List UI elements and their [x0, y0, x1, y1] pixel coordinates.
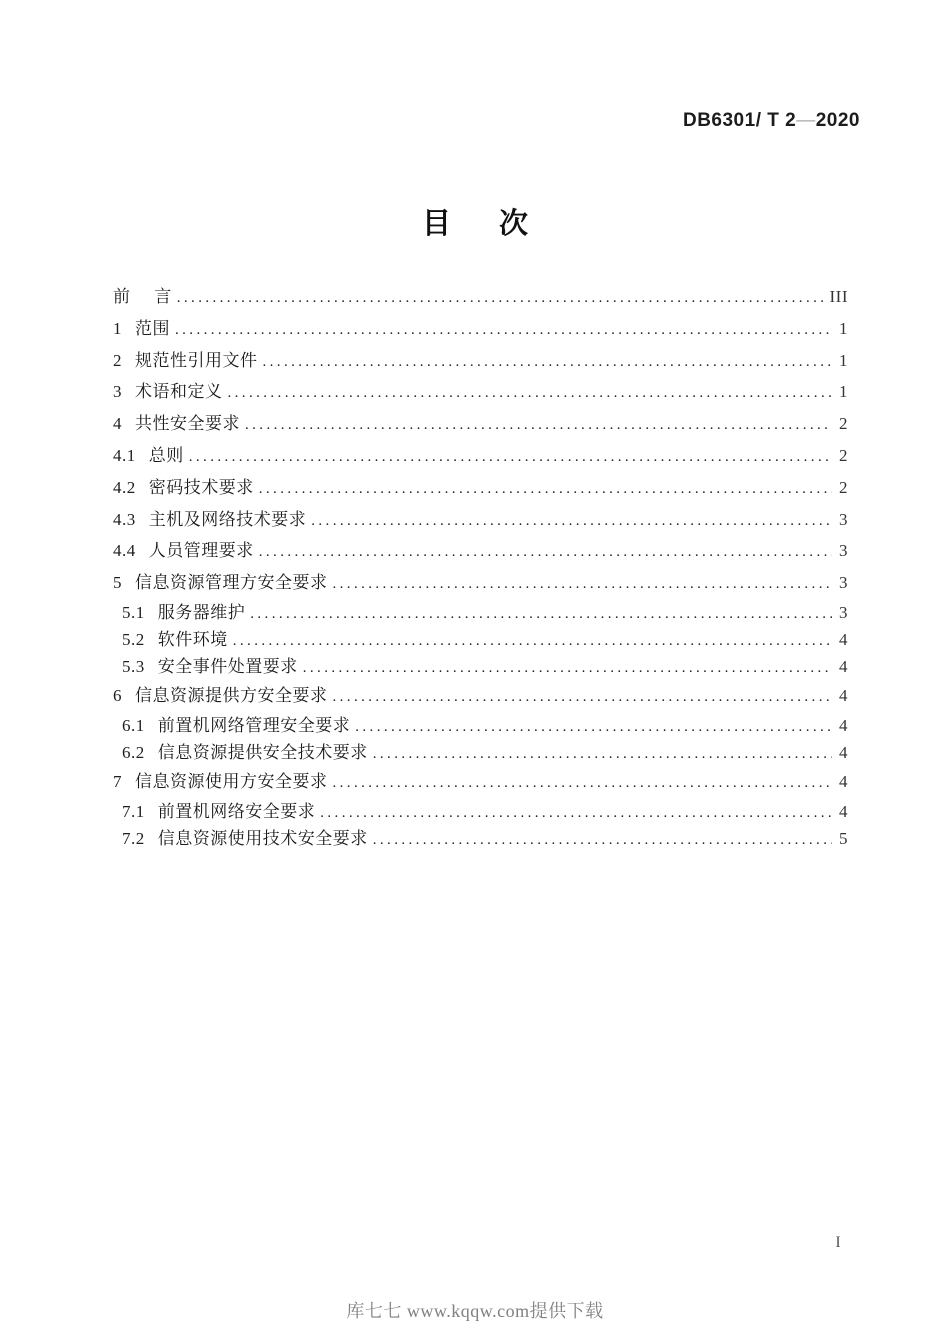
toc-entry-page: 3 [839, 573, 848, 593]
dot-leader [311, 504, 832, 538]
toc-entry-title: 信息资源管理方安全要求 [135, 573, 328, 593]
toc-entry-number: 4.2 [113, 477, 136, 497]
doc-code-year: 2020 [815, 110, 860, 131]
toc-entry-title: 人员管理要求 [148, 541, 254, 561]
toc-entry-number: 6.1 [122, 715, 145, 735]
toc-row [113, 739, 848, 766]
toc-row [113, 766, 848, 798]
dot-leader [355, 712, 832, 741]
toc-row [113, 680, 848, 712]
toc-entry-page: 3 [839, 541, 848, 561]
page-title: 目 次 [421, 208, 529, 240]
toc-row [113, 535, 848, 567]
watermark: 库七七 www.kqqw.com提供下载 [346, 1301, 604, 1321]
toc-entry-page: 2 [839, 414, 848, 434]
toc-list [113, 281, 848, 852]
toc-entry-page: 4 [839, 742, 848, 762]
toc-entry-title: 范围 [135, 318, 170, 338]
toc-entry-title: 信息资源使用技术安全要求 [157, 828, 368, 848]
toc-row [113, 504, 848, 536]
toc-row [113, 313, 848, 345]
toc-entry-number: 3 [113, 382, 122, 402]
toc-entry-page: 5 [839, 828, 848, 848]
toc-row [113, 712, 848, 739]
toc-row [113, 345, 848, 377]
toc-row [113, 472, 848, 504]
toc-entry-number: 7.1 [122, 801, 145, 821]
toc-entry-page: III [829, 287, 848, 306]
dot-leader [373, 825, 832, 854]
toc-entry-page: 3 [839, 509, 848, 529]
dot-leader [259, 535, 832, 569]
toc-entry-title: 前置机网络管理安全要求 [157, 715, 351, 735]
toc-entry-page: 4 [839, 771, 848, 791]
toc-entry-page: 3 [839, 602, 848, 622]
toc-entry-number: 2 [113, 350, 122, 370]
toc-entry-page: 4 [839, 629, 848, 649]
toc-entry-number: 4.1 [113, 445, 136, 465]
dot-leader [333, 766, 833, 800]
toc-entry-title: 共性安全要求 [135, 414, 240, 434]
dot-leader [320, 798, 832, 827]
toc-entry-number: 5.2 [122, 629, 145, 649]
toc-entry-page: 4 [839, 656, 848, 676]
toc-entry-title: 服务器维护 [157, 602, 246, 622]
toc-entry-title: 信息资源使用方安全要求 [135, 771, 328, 791]
dot-leader [233, 626, 832, 655]
toc-entry-number: 7 [113, 771, 122, 791]
dot-leader [333, 567, 833, 601]
toc-entry-page: 4 [839, 685, 848, 705]
toc-entry-title: 信息资源提供安全技术要求 [157, 742, 368, 762]
toc-entry-title: 前置机网络安全要求 [157, 801, 316, 821]
dot-leader [333, 680, 833, 714]
toc-entry-number: 6.2 [122, 742, 145, 762]
toc-entry-title: 规范性引用文件 [135, 350, 258, 370]
toc-entry-number: 5 [113, 573, 122, 593]
toc-entry-number: 4.4 [113, 541, 136, 561]
dot-leader [263, 345, 833, 379]
toc-entry-number: 6 [113, 685, 122, 705]
toc-entry-title: 安全事件处置要求 [157, 656, 298, 676]
toc-entry-page: 4 [839, 715, 848, 735]
toc-entry-title: 总则 [148, 445, 184, 465]
toc-row [113, 798, 848, 825]
toc-row [113, 626, 848, 653]
page-number: I [835, 1234, 841, 1251]
toc-entry-number: 1 [113, 318, 122, 338]
toc-row [113, 653, 848, 680]
toc-entry-page: 1 [839, 318, 848, 338]
dot-leader [303, 653, 832, 682]
toc-entry-page: 1 [839, 382, 848, 402]
toc-entry-title: 术语和定义 [135, 382, 223, 402]
toc-entry-page: 1 [839, 350, 848, 370]
toc-entry-page: 4 [839, 801, 848, 821]
dot-leader [189, 440, 832, 474]
toc-row [113, 599, 848, 626]
doc-code [683, 110, 860, 132]
toc-entry-title: 主机及网络技术要求 [148, 509, 307, 529]
toc-entry-title: 密码技术要求 [148, 477, 254, 497]
doc-code-dash: — [796, 110, 816, 131]
toc-row [113, 408, 848, 440]
toc-row [113, 376, 848, 408]
toc-entry-page: 2 [839, 477, 848, 497]
dot-leader [177, 281, 823, 315]
toc-row [113, 440, 848, 472]
toc-row [113, 567, 848, 599]
dot-leader [259, 472, 832, 506]
toc-entry-title: 信息资源提供方安全要求 [135, 685, 328, 705]
dot-leader [175, 313, 832, 347]
toc-entry-number: 7.2 [122, 828, 145, 848]
dot-leader [245, 408, 832, 442]
toc-entry-number: 5.1 [122, 602, 145, 622]
doc-code-prefix: DB6301/ T 2 [682, 110, 797, 131]
toc-entry-number: 4 [113, 414, 122, 434]
toc-row [113, 281, 848, 313]
toc-entry-number: 4.3 [113, 509, 136, 529]
toc-entry-page: 2 [839, 445, 848, 465]
dot-leader [373, 739, 832, 768]
toc-entry-title: 前 言 [113, 287, 172, 306]
toc-row [113, 825, 848, 852]
dot-leader [228, 376, 833, 410]
toc-entry-title: 软件环境 [157, 629, 228, 649]
toc-entry-number: 5.3 [122, 656, 145, 676]
dot-leader [250, 599, 832, 628]
